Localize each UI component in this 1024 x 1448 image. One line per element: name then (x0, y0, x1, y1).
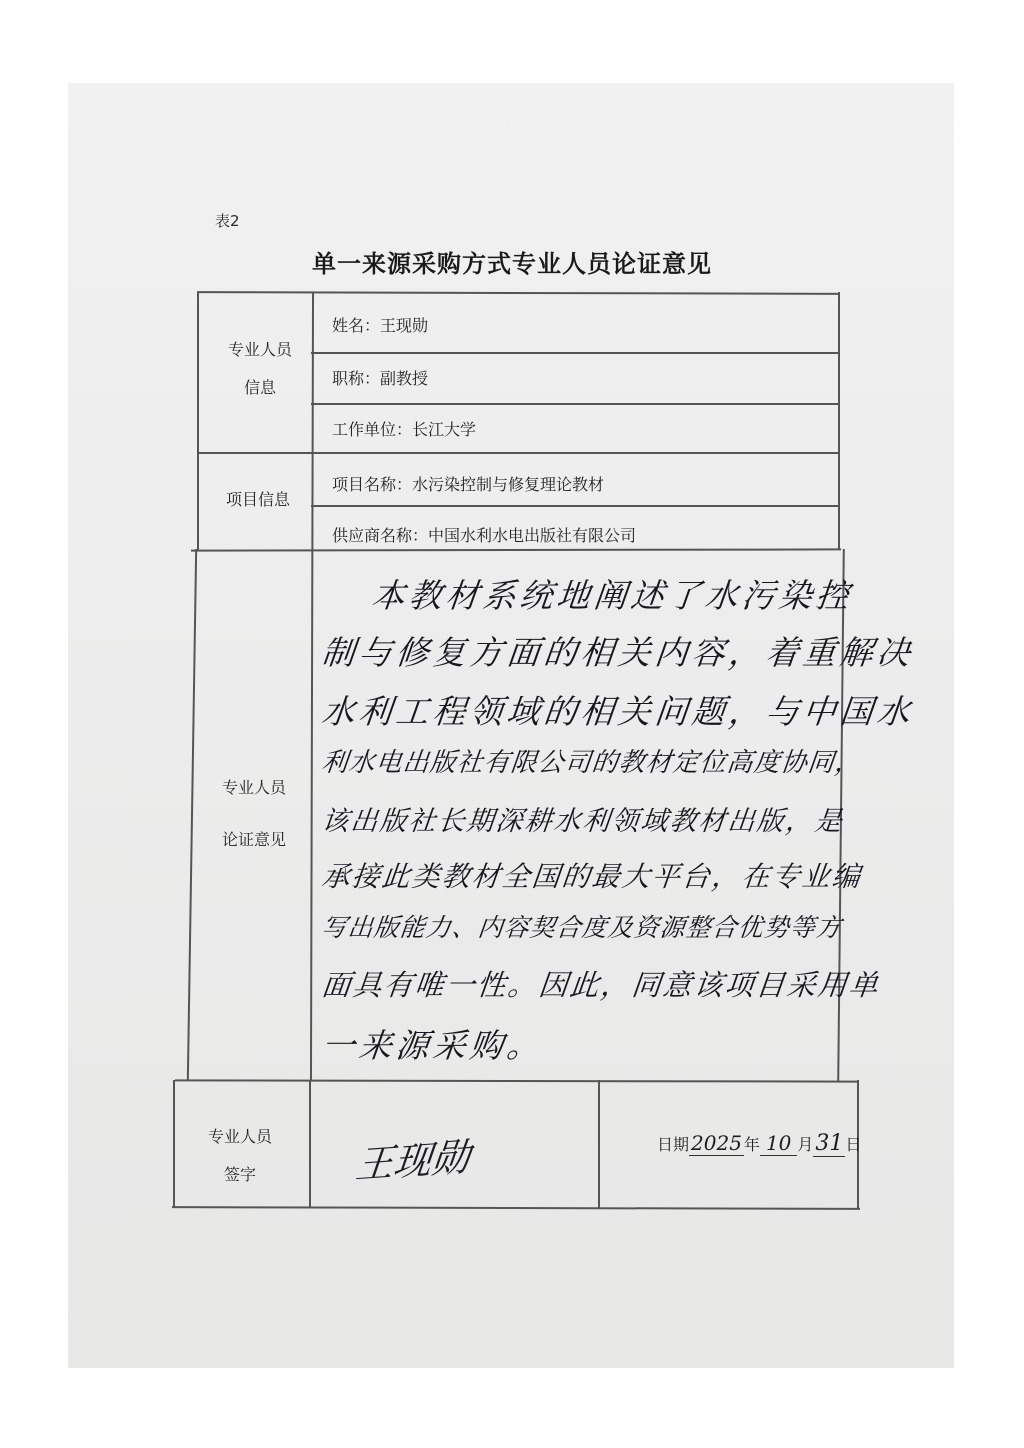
day-unit: 日 (845, 1135, 862, 1154)
project-name-value: 水污染控制与修复理论教材 (412, 475, 605, 494)
opinion-line: 该出版社长期深耕水利领域教材出版，是 (320, 806, 846, 837)
employer-label: 工作单位： (332, 420, 413, 439)
row-divider (311, 505, 840, 507)
project-name-label: 项目名称： (332, 475, 413, 494)
signature-label-line2: 签字 (223, 1165, 256, 1184)
opinion-line: 面具有唯一性。因此，同意该项目采用单 (320, 968, 882, 1002)
title-field (332, 366, 428, 389)
name-label: 姓名： (332, 316, 381, 335)
opinion-label (189, 762, 319, 866)
name-value: 王现勋 (380, 316, 429, 335)
column-divider (309, 1080, 311, 1208)
opinion-label-line2: 论证意见 (221, 830, 286, 849)
column-divider (598, 1080, 600, 1208)
opinion-line: 一来源采购。 (319, 1026, 546, 1065)
year-unit: 年 (743, 1135, 760, 1154)
date-year: 2025 (691, 1131, 742, 1155)
opinion-line: 承接此类教材全国的最大平台，在专业编 (320, 860, 864, 893)
supplier-label: 供应商名称： (332, 526, 429, 545)
handwritten-signature: 王现勋 (353, 1134, 472, 1188)
opinion-line: 水利工程领域的相关问题，与中国水 (319, 692, 916, 731)
form-id: 表2 (215, 212, 240, 230)
date-day: 31 (815, 1131, 844, 1156)
supplier-value: 中国水利水电出版社有限公司 (428, 526, 637, 545)
row-divider (311, 352, 839, 354)
personnel-info-label (195, 331, 325, 407)
project-info-label: 项目信息 (225, 490, 290, 509)
personnel-info-label-line1: 专业人员 (227, 340, 292, 359)
title-value: 副教授 (380, 369, 429, 388)
signing-date (657, 1131, 861, 1156)
supplier-field (332, 523, 636, 546)
employer-field (332, 417, 476, 440)
table-border-right (838, 292, 840, 550)
opinion-label-line1: 专业人员 (221, 778, 286, 797)
opinion-line: 写出版能力、内容契合度及资源整合优势等方 (320, 913, 844, 942)
signature-label (175, 1118, 305, 1194)
row-divider (311, 403, 839, 405)
date-label: 日期 (657, 1135, 690, 1154)
date-month: 10 (760, 1131, 797, 1156)
page-title: 单一来源采购方式专业人员论证意见 (312, 250, 712, 278)
employer-value: 长江大学 (412, 420, 477, 439)
row-divider (198, 452, 840, 454)
name-field (332, 313, 428, 336)
month-unit: 月 (797, 1135, 814, 1154)
project-name-field (332, 472, 604, 495)
opinion-line: 利水电出版社有限公司的教材定位高度协同， (320, 748, 864, 778)
opinion-line: 本教材系统地阐述了水污染控 (369, 576, 855, 615)
opinion-line: 制与修复方面的相关内容，着重解决 (319, 633, 916, 672)
title-label: 职称： (332, 369, 381, 388)
personnel-info-label-line2: 信息 (243, 378, 276, 397)
signature-label-line1: 专业人员 (207, 1127, 272, 1146)
